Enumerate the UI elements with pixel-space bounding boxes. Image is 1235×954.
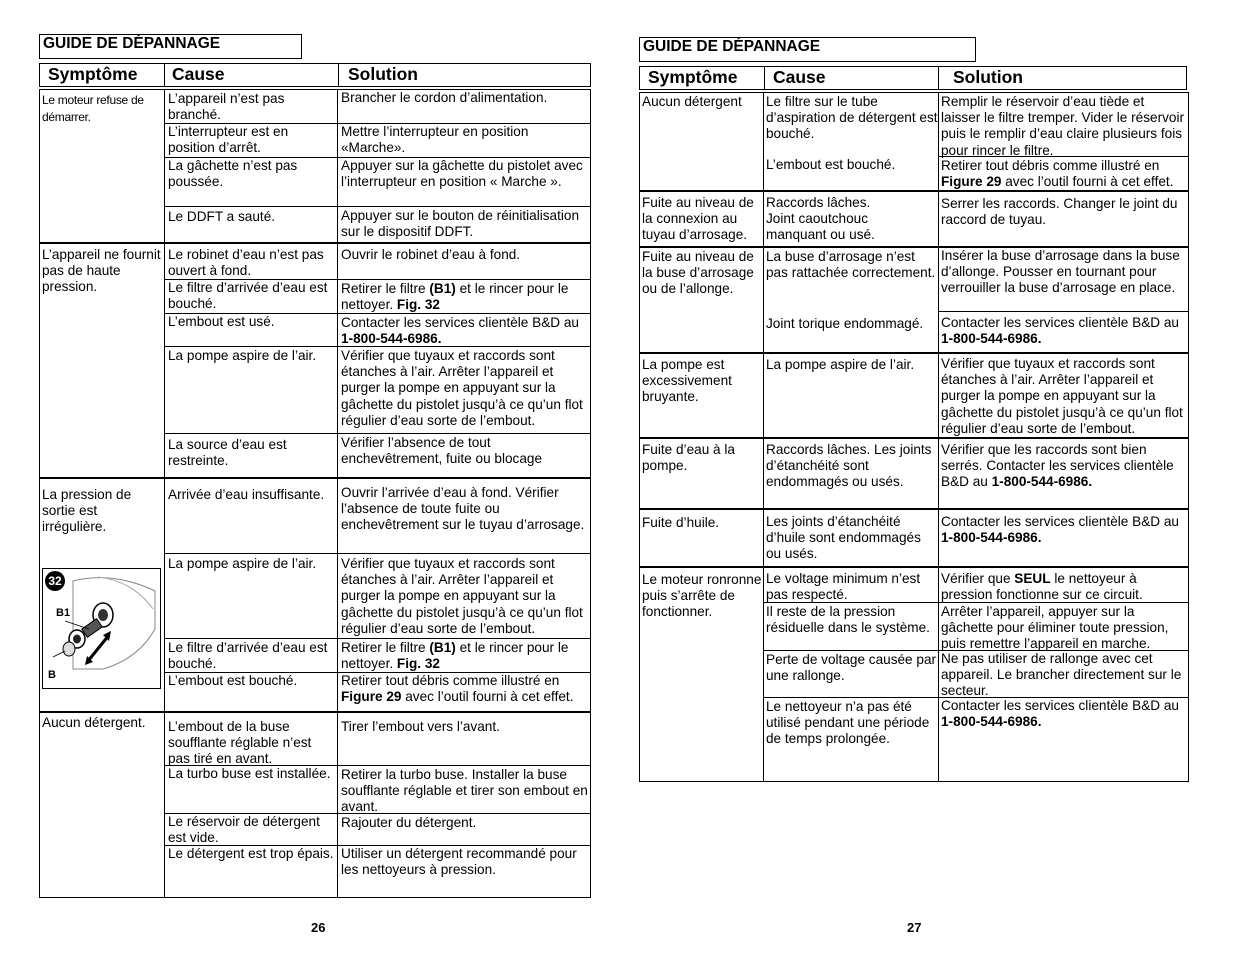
cause-cell: La buse d’arrosage n’est pas rattachée correctement. — [766, 249, 936, 281]
cause-cell: La pompe aspire de l’air. — [168, 348, 317, 363]
cause-cell: Raccords lâches. Les joints d’étanchéité sont endommagés ou usés. — [766, 442, 932, 490]
solution-cell-rich: Vérifier que SEUL le nettoyeur à pression fonctionne sur ce circuit. — [941, 571, 1143, 603]
solution-cell: Retirer la turbo buse. Installer la buse soufflante réglable et tirer son embout en avant. — [341, 767, 588, 815]
solution-cell: Brancher le cordon d’alimentation. — [341, 90, 548, 105]
solution-cell-rich: Contacter les services clientèle B&D au 1-800-544-6986. — [941, 698, 1179, 730]
solution-cell-rich: Contacter les services clientèle B&D au 1-800-544-6986. — [941, 315, 1179, 347]
cause-cell: Le réservoir de détergent est vide. — [168, 814, 320, 846]
cause-cell: Le filtre d’arrivée d’eau est bouché. — [168, 280, 328, 312]
cause-cell: La source d’eau est restreinte. — [168, 437, 287, 469]
header-cause: Cause — [773, 67, 826, 87]
header-solution: Solution — [953, 67, 1023, 87]
cause-cell: Le nettoyeur n’a pas été utilisé pendant une période de temps prolongée. — [766, 699, 930, 747]
solution-cell: Ne pas utiliser de rallonge avec cet appareil. Le brancher directement sur le secteur. — [941, 651, 1182, 699]
header-cause: Cause — [172, 64, 225, 84]
figure-label-b: B — [48, 669, 56, 681]
header-symptom: Symptôme — [648, 67, 738, 87]
cause-cell: Le détergent est trop épais. — [168, 846, 334, 861]
solution-cell: Insérer la buse d’arrosage dans la buse d’allonge. Pousser en tournant pour verrouiller la buse d’arrosage en place. — [941, 248, 1180, 296]
figure-label-b1: B1 — [56, 607, 71, 619]
cause-cell: Raccords lâches. Joint caoutchouc manquant ou usé. — [766, 195, 875, 243]
table-header — [39, 63, 591, 87]
cause-cell: La turbo buse est installée. — [168, 766, 331, 781]
cause-cell: L’embout est usé. — [168, 314, 275, 329]
solution-cell: Vérifier que tuyaux et raccords sont étanches à l’air. Arrêter l’appareil et purger la pompe en appuyant sur la gâchette du pistolet jusqu’à ce qu’un flot régulier d’eau sorte de l’embout. — [341, 556, 583, 636]
symptom-cell: Le moteur refuse de démarrer. — [42, 93, 144, 124]
symptom-cell: La pompe est excessivement bruyante. — [642, 357, 732, 405]
solution-cell: Remplir le réservoir d’eau tiède et laisser le filtre tremper. Vider le réservoir puis le remplir d’eau claire plusieurs fois pour rincer le filtre. — [941, 94, 1185, 158]
cause-cell: Les joints d’étanchéité d’huile sont endommagés ou usés. — [766, 514, 921, 562]
cause-cell: La pompe aspire de l’air. — [168, 556, 317, 571]
cause-cell: Le DDFT a sauté. — [168, 209, 276, 224]
solution-cell-rich: Retirer tout débris comme illustré en Figure 29 avec l’outil fourni à cet effet. — [341, 673, 574, 705]
header-solution: Solution — [348, 64, 418, 84]
cause-cell: Le filtre sur le tube d’aspiration de détergent est bouché. — [766, 94, 938, 142]
solution-cell: Vérifier l’absence de tout enchevêtrement, fuite ou blocage — [341, 435, 543, 467]
solution-cell: Mettre l’interrupteur en position «Marche». — [341, 124, 529, 156]
header-symptom: Symptôme — [48, 64, 138, 84]
cause-cell: La gâchette n’est pas poussée. — [168, 158, 298, 190]
solution-cell: Vérifier que tuyaux et raccords sont étanches à l’air. Arrêter l’appareil et purger la pompe en appuyant sur la gâchette du pistolet jusqu’à ce qu’un flot régulier d’eau sorte de l’embout. — [941, 356, 1183, 436]
cause-cell: L’interrupteur est en position d’arrêt. — [168, 124, 289, 156]
solution-cell-rich: Vérifier que les raccords sont bien serrés. Contacter les services clientèle B&D au 1-800-544-6986. — [941, 442, 1174, 490]
page-number: 26 — [311, 920, 326, 935]
figure-32-illustration — [42, 568, 161, 689]
cause-cell: L’embout est bouché. — [168, 673, 298, 688]
cause-cell: Le filtre d’arrivée d’eau est bouché. — [168, 640, 328, 672]
solution-cell: Arrêter l’appareil, appuyer sur la gâchette pour éliminer toute pression, puis remettre l’appareil en marche. — [941, 604, 1169, 652]
solution-cell: Appuyer sur la gâchette du pistolet avec l’interrupteur en position « Marche ». — [341, 158, 583, 190]
solution-cell: Serrer les raccords. Changer le joint du raccord de tuyau. — [941, 196, 1178, 228]
solution-cell: Ouvrir le robinet d’eau à fond. — [341, 247, 521, 262]
solution-cell-rich: Retirer le filtre (B1) et le rincer pour le nettoyer. Fig. 32 — [341, 281, 569, 313]
page-27 — [617, 0, 1235, 954]
solution-cell: Utiliser un détergent recommandé pour les nettoyeurs à pression. — [341, 846, 577, 878]
symptom-cell: L’appareil ne fournit pas de haute pression. — [42, 247, 161, 295]
cause-cell: Perte de voltage causée par une rallonge. — [766, 652, 937, 684]
cause-cell: L’embout de la buse soufflante réglable n’est pas tiré en avant. — [168, 719, 312, 767]
solution-cell-rich: Retirer tout débris comme illustré en Figure 29 avec l’outil fourni à cet effet. — [941, 158, 1174, 190]
cause-cell: Arrivée d’eau insuffisante. — [168, 487, 325, 502]
cause-cell: Le robinet d’eau n’est pas ouvert à fond. — [168, 247, 324, 279]
symptom-cell: Fuite d’eau à la pompe. — [642, 442, 735, 474]
page-title: GUIDE DE DÉPANNAGE — [39, 34, 302, 59]
symptom-cell: Fuite au niveau de la buse d’arrosage ou de l’allonge. — [642, 249, 754, 297]
symptom-cell: Aucun détergent. — [42, 715, 146, 730]
solution-cell: Ouvrir l’arrivée d’eau à fond. Vérifier l’absence de toute fuite ou enchevêtrement sur le tuyau d’arrosage. — [341, 485, 585, 533]
solution-cell-rich: Contacter les services clientèle B&D au 1-800-544-6986. — [341, 315, 579, 347]
solution-cell-rich: Retirer le filtre (B1) et le rincer pour le nettoyer. Fig. 32 — [341, 640, 569, 672]
figure-number-badge: 32 — [45, 571, 65, 591]
cause-cell: L’appareil n’est pas branché. — [168, 91, 285, 123]
page-26 — [0, 0, 617, 954]
symptom-cell: Fuite d’huile. — [642, 515, 720, 530]
solution-cell-rich: Contacter les services clientèle B&D au 1-800-544-6986. — [941, 514, 1179, 546]
cause-cell: L’embout est bouché. — [766, 157, 896, 172]
cause-cell: Le voltage minimum n’est pas respecté. — [766, 571, 921, 603]
solution-cell: Tirer l’embout vers l’avant. — [341, 719, 500, 734]
cause-cell: Joint torique endommagé. — [766, 316, 924, 331]
solution-cell: Appuyer sur le bouton de réinitialisation sur le dispositif DDFT. — [341, 208, 580, 240]
solution-cell: Vérifier que tuyaux et raccords sont étanches à l’air. Arrêter l’appareil et purger la pompe en appuyant sur la gâchette du pistolet jusqu’à ce qu’un flot régulier d’eau sorte de l’embout. — [341, 348, 583, 428]
table-header — [639, 66, 1187, 90]
symptom-cell: La pression de sortie est irrégulière. — [42, 487, 132, 535]
cause-cell: La pompe aspire de l’air. — [766, 357, 915, 372]
symptom-cell: Le moteur ronronne puis s’arrête de fonctionner. — [642, 572, 762, 620]
cause-cell: Il reste de la pression résiduelle dans le système. — [766, 604, 930, 636]
solution-cell: Rajouter du détergent. — [341, 815, 477, 830]
page-number: 27 — [907, 920, 922, 935]
page-title: GUIDE DE DÉPANNAGE — [639, 37, 976, 62]
symptom-cell: Aucun détergent — [642, 94, 742, 109]
symptom-cell: Fuite au niveau de la connexion au tuyau d’arrosage. — [642, 195, 754, 243]
